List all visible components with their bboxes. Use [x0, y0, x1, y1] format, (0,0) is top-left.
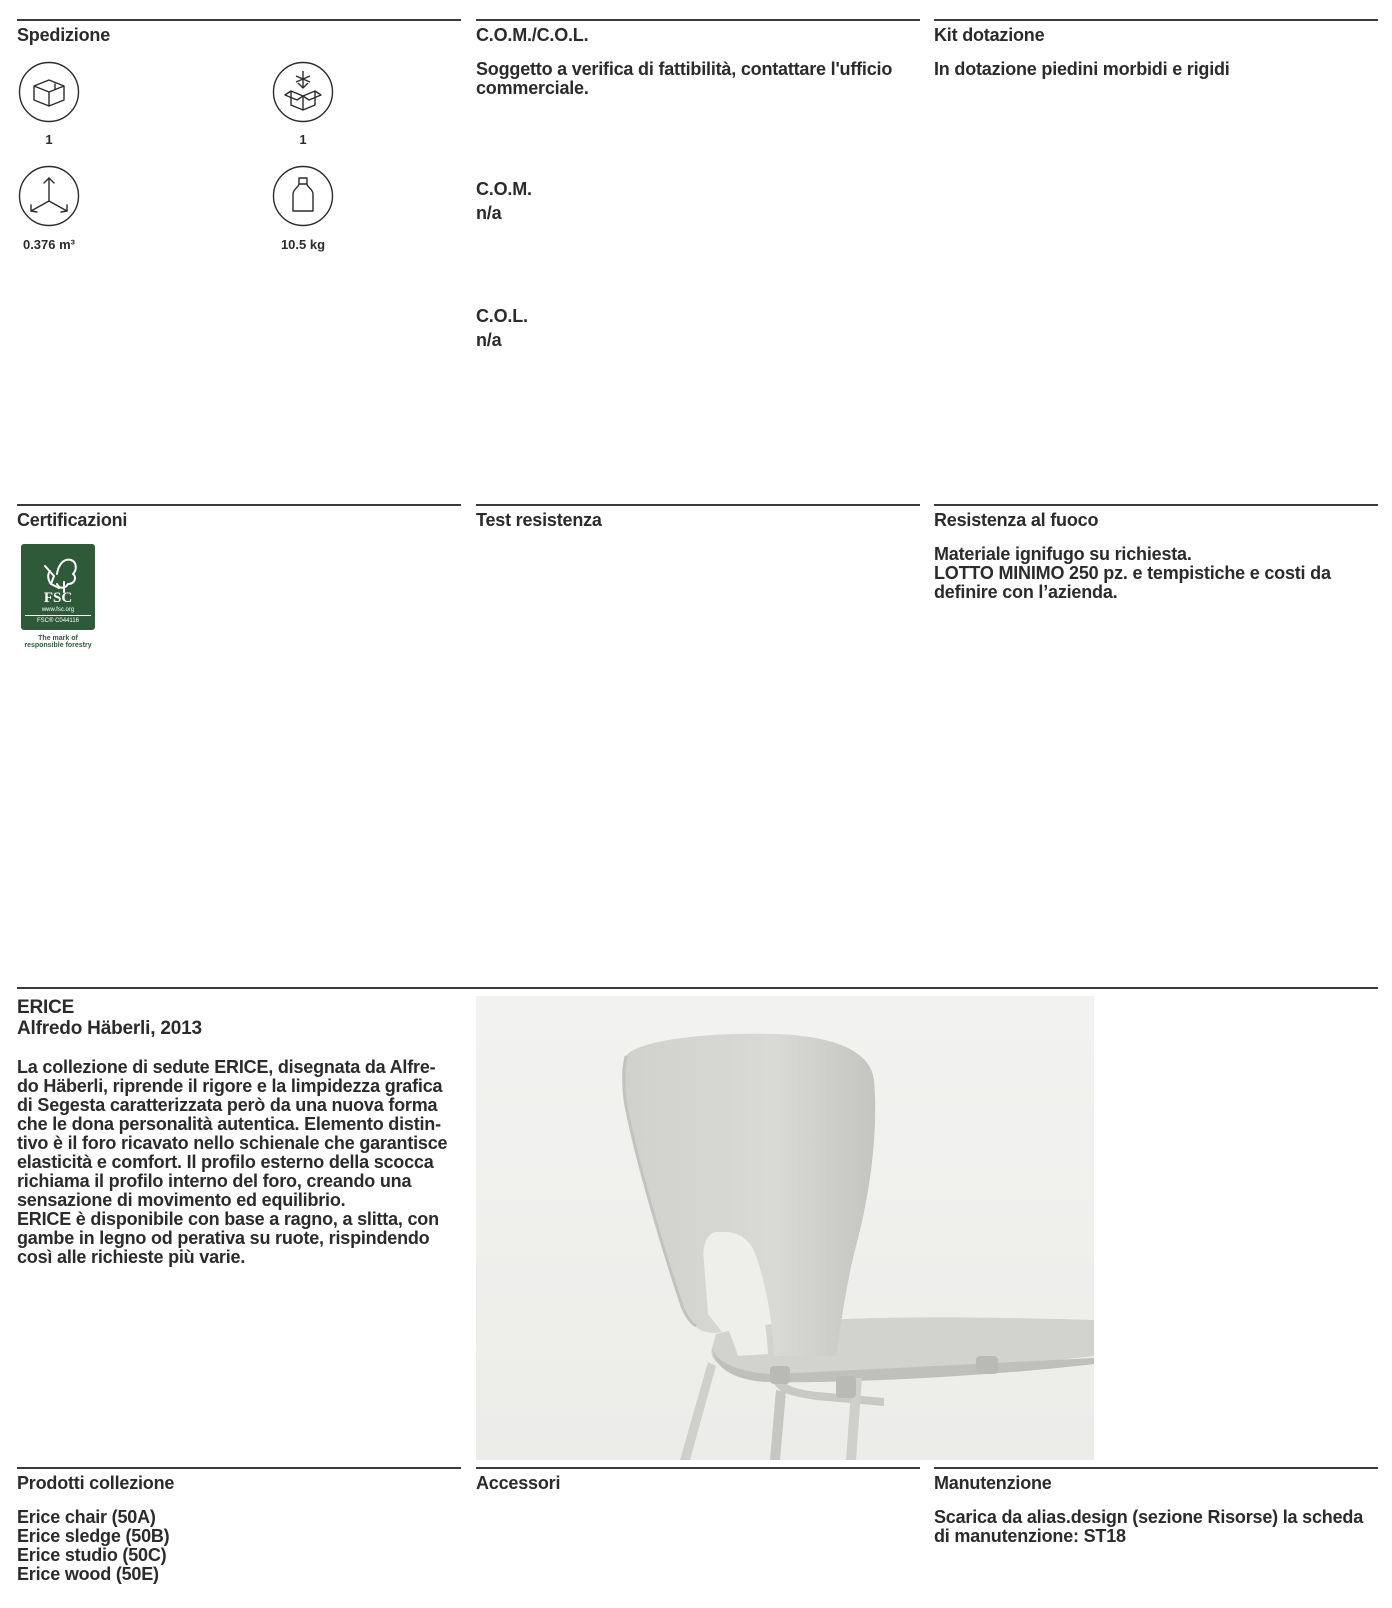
com-value: n/a: [476, 203, 502, 223]
product-name: ERICE: [17, 997, 75, 1018]
rule-kit: [934, 19, 1378, 21]
collezione-title: Prodotti collezione: [17, 1473, 175, 1493]
description-line: elasticità e comfort. Il profilo esterno della scocca: [17, 1152, 434, 1172]
description-line: gambe in legno od perativa su ruote, rispindendo: [17, 1228, 430, 1248]
description-line: tivo è il foro ricavato nello schienale che garantisce: [17, 1133, 448, 1153]
rule-fuoco: [934, 504, 1378, 506]
product-description: [17, 1058, 447, 1267]
fsc-logo: [21, 544, 95, 630]
description-line: do Häberli, riprende il rigore e la limpidezza grafica: [17, 1076, 443, 1096]
com-title: C.O.M.: [476, 179, 532, 199]
description-line: di Segesta caratterizzata però da una nuova forma: [17, 1095, 438, 1115]
rule-test: [476, 504, 920, 506]
rule-manutenzione: [934, 1467, 1378, 1469]
accessori-title: Accessori: [476, 1473, 561, 1493]
collezione-list: [17, 1508, 169, 1584]
col-value: n/a: [476, 330, 502, 350]
fsc-url: www.fsc.org: [41, 607, 75, 613]
fuoco-title: Resistenza al fuoco: [934, 510, 1099, 530]
description-line: ERICE è disponibile con base a ragno, a slitta, con: [17, 1209, 439, 1229]
list-item: Erice sledge (50B): [17, 1526, 170, 1546]
list-item: Erice studio (50C): [17, 1545, 167, 1565]
rule-spedizione: [17, 19, 461, 21]
fsc-code: FSC® C044116: [37, 618, 79, 624]
volume-arrows-icon: [18, 165, 80, 227]
comcol-note-line1: Soggetto a verifica di fattibilità, contattare l'ufficio: [476, 59, 893, 79]
chair-photo: [476, 996, 1094, 1460]
rule-certificazioni: [17, 504, 461, 506]
packages-value: 1: [45, 132, 53, 147]
manutenzione-line1: Scarica da alias.design (sezione Risorse) la scheda: [934, 1507, 1363, 1527]
col-title: C.O.L.: [476, 306, 528, 326]
list-item: Erice wood (50E): [17, 1564, 159, 1584]
open-box-icon: [272, 61, 334, 123]
description-line: richiama il profilo interno del foro, creando una: [17, 1171, 412, 1191]
rule-accessori: [476, 1467, 920, 1469]
comcol-title: C.O.M./C.O.L.: [476, 25, 589, 45]
kit-title: Kit dotazione: [934, 25, 1045, 45]
fsc-caption: The mark of responsible forestry: [24, 635, 92, 649]
fuoco-line2: LOTTO MINIMO 250 pz. e tempistiche e costi da: [934, 563, 1331, 583]
manutenzione-line2: di manutenzione: ST18: [934, 1526, 1126, 1546]
assembly-value: 1: [299, 132, 307, 147]
rule-collezione: [17, 1467, 461, 1469]
certificazioni-title: Certificazioni: [17, 510, 128, 530]
rule-product: [17, 987, 1378, 989]
manutenzione-title: Manutenzione: [934, 1473, 1052, 1493]
box-icon: [18, 61, 80, 123]
fuoco-line1: Materiale ignifugo su richiesta.: [934, 544, 1192, 564]
rule-comcol: [476, 19, 920, 21]
comcol-note-line2: commerciale.: [476, 78, 589, 98]
description-line: che le dona personalità autentica. Elemento distin-: [17, 1114, 441, 1134]
spedizione-title: Spedizione: [17, 25, 111, 45]
fsc-wordmark: FSC: [43, 590, 73, 606]
description-line: sensazione di movimento ed equilibrio.: [17, 1190, 346, 1210]
weight-value: 10.5 kg: [280, 237, 326, 252]
volume-value: 0.376 m³: [22, 237, 76, 252]
test-title: Test resistenza: [476, 510, 602, 530]
weight-icon: [272, 165, 334, 227]
fuoco-line3: definire con l’azienda.: [934, 582, 1118, 602]
description-line: La collezione di sedute ERICE, disegnata da Alfre-: [17, 1057, 436, 1077]
description-line: così alle richieste più varie.: [17, 1247, 246, 1267]
product-designer: Alfredo Häberli, 2013: [17, 1018, 202, 1039]
kit-text: In dotazione piedini morbidi e rigidi: [934, 59, 1230, 79]
list-item: Erice chair (50A): [17, 1507, 156, 1527]
